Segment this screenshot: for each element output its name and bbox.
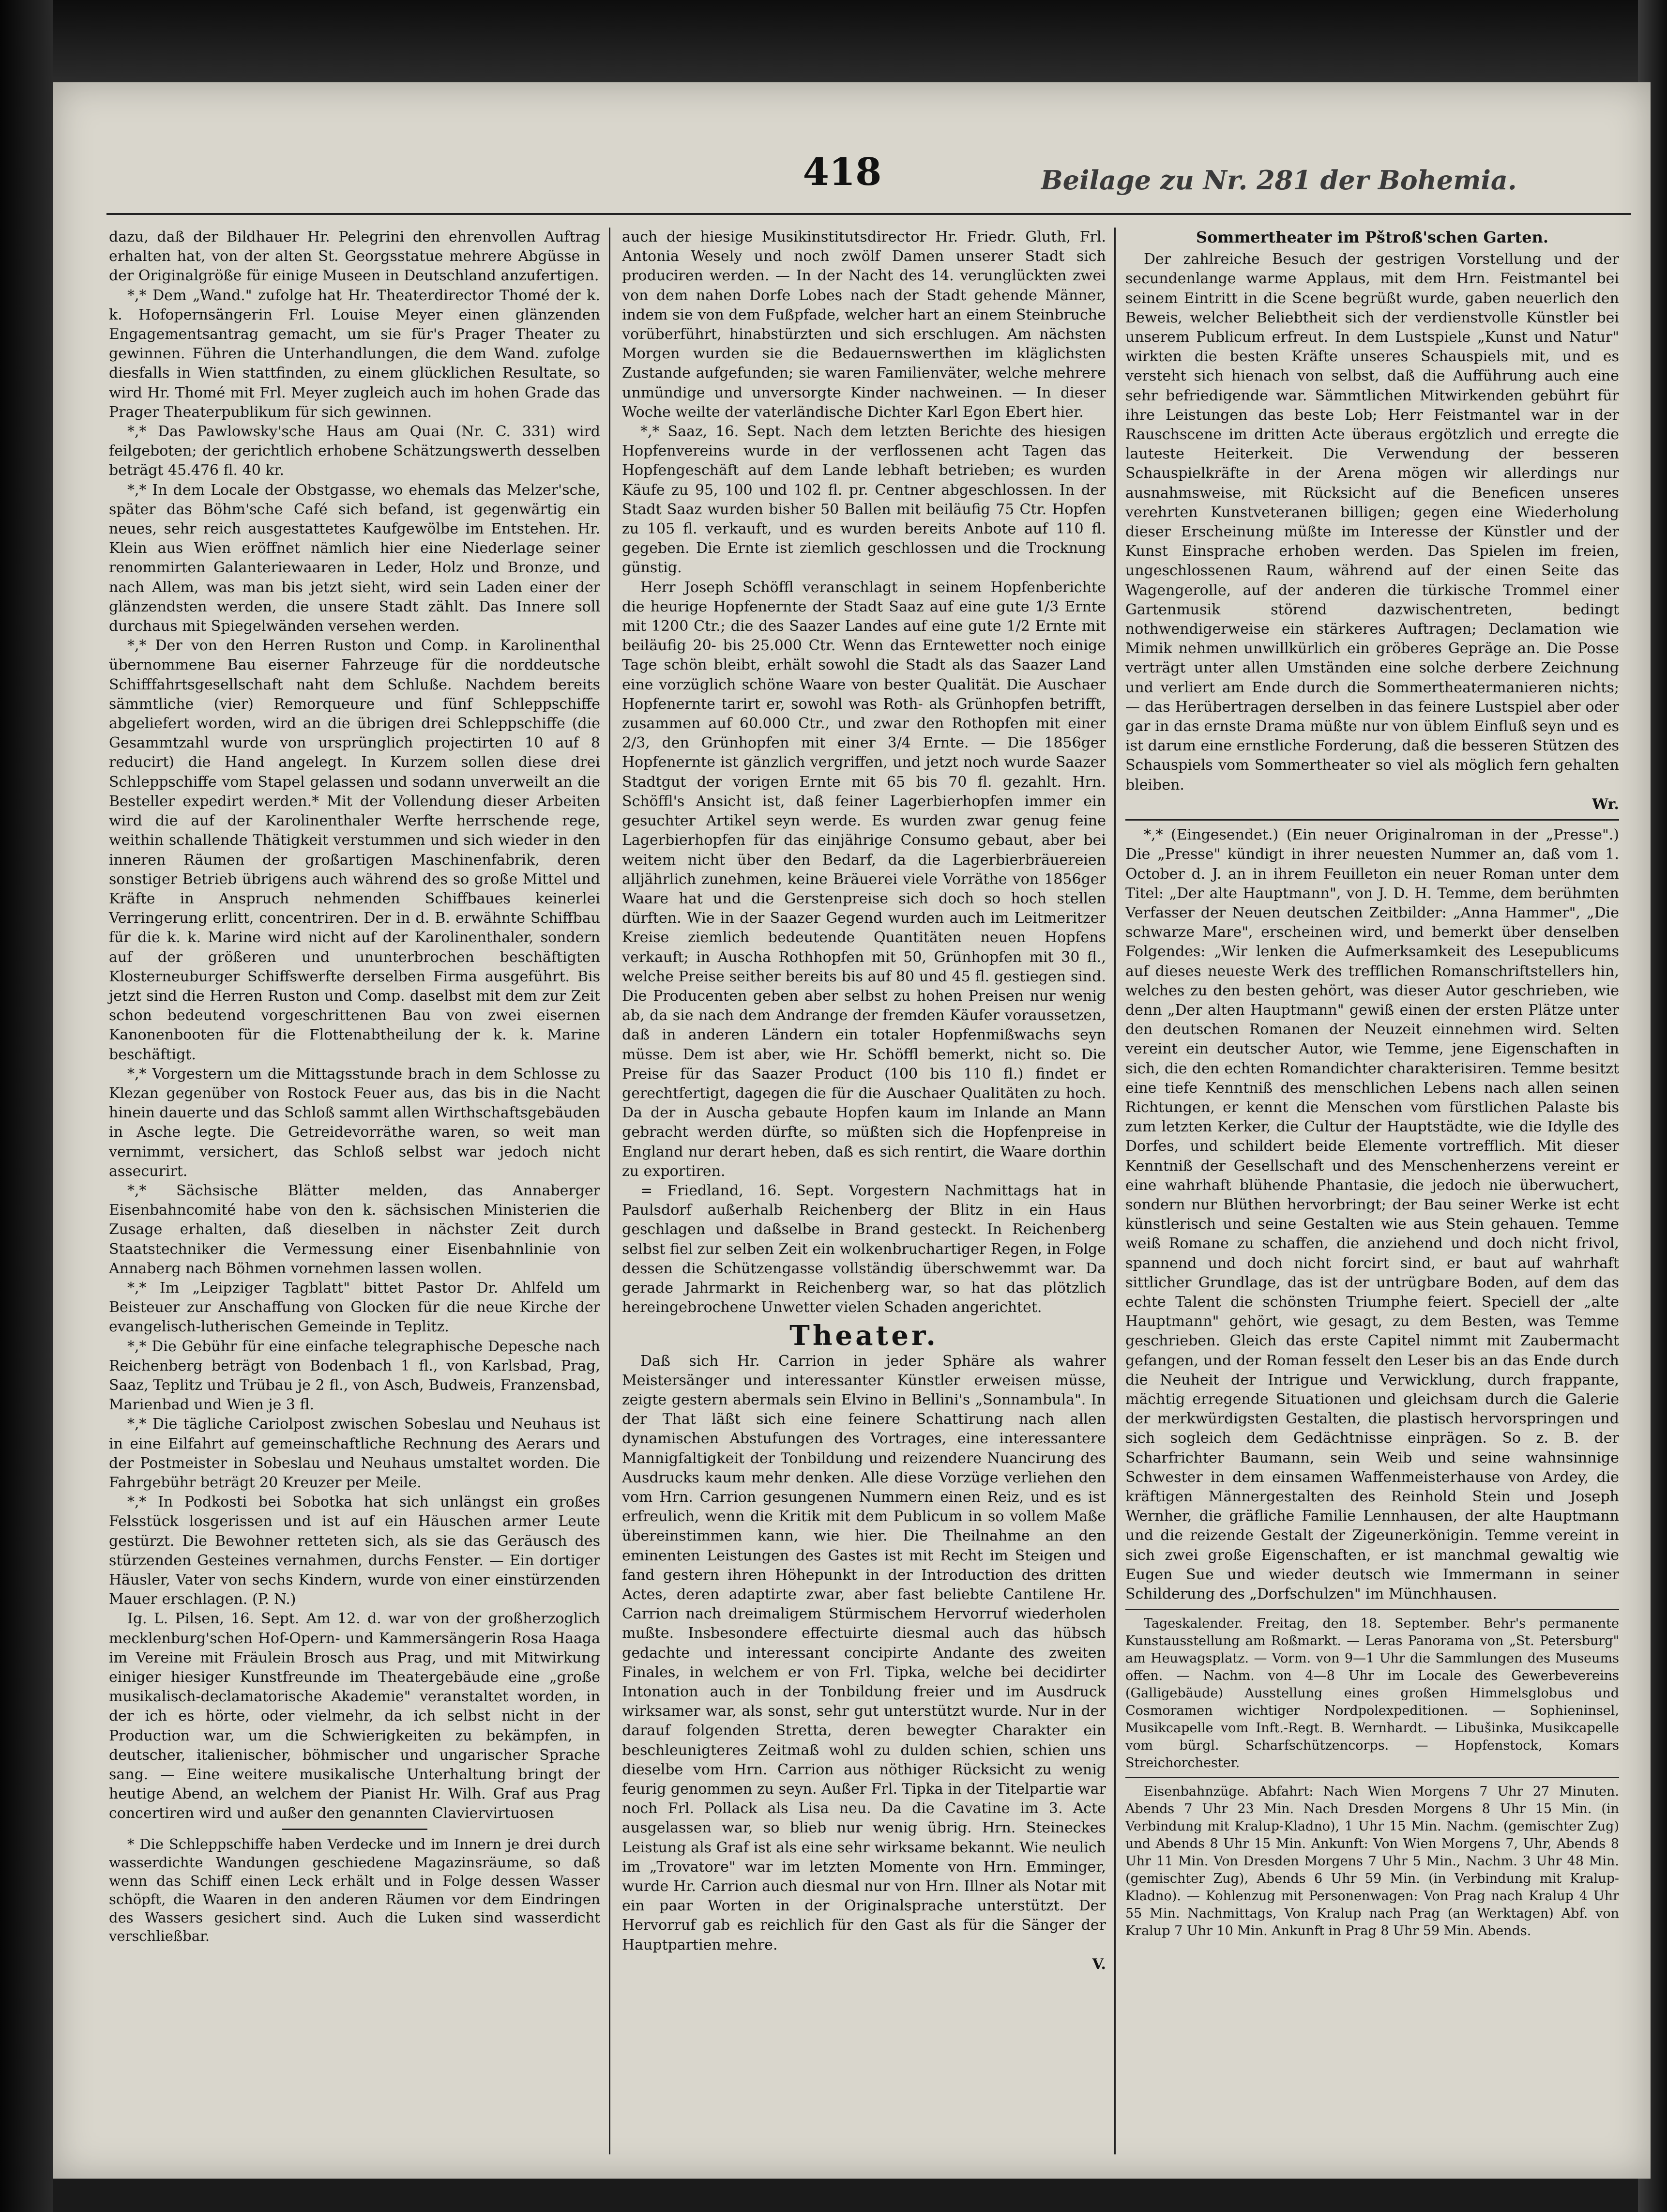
article-text: Herr Joseph Schöffl veranschlagt in seinem Hopfenberichte die heurige Hopfenernte der Stadt Saaz auf eine gute 1/3 Ernte mit 1200 Ctr.; die des Saazer Landes auf eine gute 1/2 Ernte mit beiläufig 20- bis 25.000 Ctr. Wenn das Erntewetter noch einige Tage schön bleibt, erhält sowohl die Stadt als das Saazer Land eine vorzüglich schöne Waare von bester Qualität. Die Auschaer Hopfenernte tarirt er, sowohl was Roth- als Grünhopfen betrifft, zusammen auf 60.000 Ctr., und zwar den Rothopfen mit einer 2/3, den Grünhopfen mit einer 3/4 Ernte. — Die 1856ger Hopfenernte ist gänzlich vergriffen, und jetzt noch wurde Saazer Stadtgut der vorigen Ernte mit 65 bis 70 fl. gezahlt. Hrn. Schöffl's Ansicht ist, daß feiner Lagerbierhopfen immer ein gesuchter Artikel seyn werde. Es wurden zwar genug feine Lagerbierhopfen für das einjährige Consumo gebaut, aber bei weitem nicht über den Bedarf, da die Lagerbierbräuereien alljährlich zunehmen, keine Bräuerei viele Vorräthe von 1856ger Waare hat und die Gerstenpreise sich doch so hoch stellen dürften. Wie in der Saazer Gegend wurden auch im Leitmeritzer Kreise ziemlich bedeutende Quantitäten neuen Hopfens verkauft; in Auscha Rothhopfen mit 50, Grünhopfen mit 30 fl., welche Preise seither bereits bis auf 80 und 45 fl. gestiegen sind. Die Producenten geben aber selbst zu hohen Preisen nur wenig ab, da sie nach dem Andrange der fremden Käufer voraussetzen, daß in anderen Ländern ein totaler Hopfenmißwachs seyn müsse. Dem ist aber, wie Hr. Schöffl bemerkt, nicht so. Die Preise für das Saazer Product (100 bis 110 fl.) findet er gerechtfertigt, dagegen die für die Auschaer Qualitäten zu hoch. Da der in Auscha gebaute Hopfen kaum im Inlande an Mann gebracht werden dürfte, so müßten sich die Hopfenpreise in England nur derart heben, daß es sich rentirt, die Waare dorthin zu exportiren. [622,579,1106,1180]
article-text: *,* Saaz, 16. Sept. Nach dem letzten Berichte des hiesigen Hopfenvereins wurde in der verflossenen acht Tagen das Hopfengeschäft auf dem Lande lebhaft betrieben; es wurden Käufe zu 95, 100 und 102 fl. pr. Centner abgeschlossen. In der Stadt Saaz wurden bisher 50 Ballen mit beiläufig 75 Ctr. Hopfen zu 105 fl. verkauft, und es wurden bereits Anbote auf 110 fl. gegeben. Die Ernte ist ziemlich geschlossen und die Trocknung günstig. [622,423,1106,577]
article-text: *,* Im „Leipziger Tagblatt" bittet Pastor Dr. Ahlfeld um Beisteuer zur Anschaffung von Glocken für die neue Kirche der evangelisch-lutherischen Gemeinde in Teplitz. [109,1279,600,1336]
article-text: Ig. L. Pilsen, 16. Sept. Am 12. d. war von der großherzoglich mecklenburg'schen Hof-Opern- und Kammersängerin Rosa Haaga im Vereine mit Fräulein Brosch aus Prag, und mit Mitwirkung einiger hiesiger Kunstfreunde im Theatergebäude eine „große musikalisch-declamatorische Akademie" veranstaltet worden, in der ich es hörte, oder vielmehr, da ich selbst nicht in der Production war, um die Schwierigkeiten zu bekämpfen, in deutscher, italienischer, böhmischer und ungarischer Sprache sang. — Eine weitere musikalische Unterhaltung bringt der heutige Abend, an welchem der Pianist Hr. Wilh. Graf aus Prag concertiren wird und außer den genannten Claviervirtuosen [109,1610,600,1822]
article-text: = Friedland, 16. Sept. Vorgestern Nachmittags hat in Paulsdorf außerhalb Reichenberg der Blitz in ein Haus geschlagen und daßselbe in Brand gesteckt. In Reichenberg selbst fiel zur selben Zeit ein wolkenbruchartiger Regen, in Folge dessen die Schützengasse vollständig überschwemmt war. Da gerade Jahrmarkt in Reichenberg war, so hat das plötzlich hereingebrochene Unwetter vielen Schaden angerichtet. [622,1182,1106,1316]
article-text: *,* (Eingesendet.) (Ein neuer Originalroman in der „Presse".) Die „Presse" kündigt in ihrer neuesten Nummer an, daß vom 1. October d. J. an in ihrem Feuilleton ein neuer Roman unter dem Titel: „Der alte Hauptmann", von J. D. H. Temme, dem berühmten Verfasser der Neuen deutschen Zeitbilder: „Anna Hammer", „Die schwarze Mare", erscheinen wird, und bemerkt über denselben Folgendes: „Wir lenken die Aufmerksamkeit des Lesepublicums auf dieses neueste Werk des trefflichen Romanschriftstellers hin, welches zu den besten gehört, was dieser Autor geschrieben, wie denn „Der alten Hauptmann" gewiß einen der ersten Plätze unter den deutschen Romanen der Neuzeit einnehmen wird. Selten vereint ein deutscher Autor, wie Temme, jene Eigenschaften in sich, die den echten Romandichter charakterisiren. Temme besitzt eine tiefe Kenntniß des menschlichen Lebens nach allen seinen Richtungen, er kennt die Menschen vom fürstlichen Palaste bis zum letzten Kerker, die Cultur der Hauptstädte, wie die Idylle des Dorfes, und schildert beide Elemente vortrefflich. Mit dieser Kenntniß der Gesellschaft und des Menschenherzens vereint er eine wahrhaft blühende Phantasie, die jedoch nie überwuchert, sondern nur Blüthen hervorbringt; der Bau seiner Werke ist echt künstlerisch und seine Gestalten wie aus Stein gehauen. Temme weiß Romane zu schaffen, die anziehend und doch nicht frivol, spannend und doch nicht forcirt sind, er baut auf wahrhaft sittlicher Grundlage, das ist der untrügbare Boden, auf dem das echte Talent die schönsten Triumphe feiert. Speciell der „alte Hauptmann" gehört, wie gesagt, zu dem Besten, was Temme geschrieben. Gleich das erste Capitel nimmt mit Zaubermacht gefangen, und der Roman fesselt den Leser bis an das Ende durch die Neuheit der Intrigue und Verwicklung, durch frappante, mächtig erregende Situationen und gleichsam durch die Galerie der merkwürdigsten Gestalten, die plastisch hervorspringen und sich sogleich dem Gedächtnisse einprägen. So z. B. der Scharfrichter Baumann, sein Weib und seine wahnsinnige Schwester in dem einsamen Waffenmeisterhause von Ardey, die kräftigen Männergestalten des Reinhold Stein und Joseph Wernher, die gräfliche Familie Lennhausen, der alte Hauptmann und die reizende Gestalt der Zigeunerkönigin. Temme vereint in sich zwei große Eigenschaften, er ist manchmal gewaltig wie Eugen Sue und wieder deutsch wie Immermann in seiner Schilderung des „Dorfschulzen" im Münchhausen. [1125,826,1619,1603]
article-text: *,* Die Gebühr für eine einfache telegraphische Depesche nach Reichenberg beträgt von Bodenbach 1 fl., von Karlsbad, Prag, Saaz, Teplitz und Trübau je 2 fl., von Asch, Budweis, Franzensbad, Marienbad und Wien je 3 fl. [109,1338,600,1414]
header-rule [106,213,1631,215]
article-text: Der zahlreiche Besuch der gestrigen Vorstellung und der secundenlange warme Applaus, mit dem Hrn. Feistmantel bei seinem Eintritt in die Scene begrüßt wurde, gaben neuerlich den Beweis, welcher Beliebtheit sich der verdienstvolle Künstler bei unserem Publicum erfreut. In dem Lustspiele „Kunst und Natur" wirkten die besten Kräfte unseres Schauspiels mit, und es versteht sich hienach von selbst, daß die Aufführung auch eine sehr befriedigende war. Sämmtlichen Mitwirkenden gebührt für ihre Leistungen das beste Lob; Herr Feistmantel war in der Rauschscene im dritten Acte überaus ergötzlich und erregte die lauteste Heiterkeit. Die Verwendung der besseren Schauspielkräfte in der Arena mögen wir allerdings nur ausnahmsweise, mit Rücksicht auf die Beneficen unseres verehrten Kunstveteranen billigen; gegen eine Wiederholung dieser Erscheinung müßte im Interesse der Künstler und der Kunst Einsprache erhoben werden. Das Spielen im freien, ungeschlossenen Raum, während auf der einen Seite das Wagengerolle, auf der anderen die türkische Trommel einer Gartenmusik störend dazwischentreten, bedingt nothwendigerweise ein stärkeres Auftragen; Declamation wie Mimik nehmen unwillkürlich ein gröberes Gepräge an. Die Posse verträgt unter allen Umständen eine solche derbere Zeichnung und verliert am Ende durch die Sommertheatermanieren nichts; — das Herübertragen derselben in das feinere Lustspiel aber oder gar in das ernste Drama müßte nur von üblem Einfluß seyn und es ist darum eine ernstliche Forderung, daß die besseren Stützen des Schauspiels vom Sommertheater so viel als möglich fern gehalten bleiben. [1125,251,1619,793]
footnote-rule [282,1829,427,1830]
footnote-text: * Die Schleppschiffe haben Verdecke und im Innern je drei durch wasserdichte Wandungen geschiedene Magazinsräume, so daß wenn das Schiff einen Leck erhält und in Folge dessen Wasser schöpft, die Waaren in den anderen Räumen vor dem Eindringen des Wassers gesichert sind. Auch die Luken sind wasserdicht verschließbar. [109,1835,600,1944]
section-rule [1125,1777,1619,1778]
section-rule [1125,1609,1619,1610]
article-text: auch der hiesige Musikinstitutsdirector Hr. Friedr. Gluth, Frl. Antonia Wesely und noch zwölf Damen unserer Stadt sich produciren werden. — In der Nacht des 14. verunglückten zwei von dem nahen Dorfe Lobes nach der Stadt gehende Männer, indem sie von dem Fußpfade, welcher hart an einem Steinbruche vorüberführt, hinabstürzten und sich erschlugen. Am nächsten Morgen wurden sie die Bedauernswerthen im kläglichsten Zustande aufgefunden; sie waren Familienväter, welche mehrere unmündige und unversorgte Kinder nachweinen. — In dieser Woche weilte der vaterländische Dichter Karl Egon Ebert hier. [622,229,1106,421]
newspaper-page [53,82,1651,2179]
signature: V. [1092,1955,1106,1973]
column-rule-left [609,228,610,2154]
article-text: *,* Das Pawlowsky'sche Haus am Quai (Nr. C. 331) wird feilgeboten; der gerichtlich erhobene Schätzungswerth desselben beträgt 45.476 fl. 40 kr. [109,423,600,479]
article-text: *,* Der von den Herren Ruston und Comp. in Karolinenthal übernommene Bau eiserner Fahrzeuge für die norddeutsche Schifffahrtsgesellschaft naht dem Schluße. Nachdem bereits sämmtliche (vier) Remorqueure und fünf Schleppschiffe abgeliefert worden, wird an die übrigen drei Schleppschiffe (die Gesammtzahl wurde von ursprünglich projectirten 10 auf 8 reducirt) die Hand angelegt. In Kurzem sollen diese drei Schleppschiffe vom Stapel gelassen und sodann unverweilt an die Besteller expedirt werden.* Mit der Vollendung dieser Arbeiten wird die auf der Karolinenthaler Werfte herrschende rege, weithin schallende Thätigkeit verstummen und sich wieder in den inneren Räumen der großartigen Maschinenfabrik, deren sonstiger Betrieb übrigens auch während des so große Mittel und Kräfte in Anspruch nehmenden Schiffbaues keinerlei Verringerung erlitt, concentriren. Der in d. B. erwähnte Schiffbau für die k. k. Marine wird nicht auf der Karolinenthaler, sondern auf der größeren und ununterbrochen beschäftigten Klosterneuburger Schiffswerfte derselben Firma ausgeführt. Bis jetzt sind die Herren Ruston und Comp. daselbst mit dem zur Zeit schon bedeutend vorgeschrittenen Bau von zwei eisernen Kanonenbooten für die Flottenabtheilung der k. k. Marine beschäftigt. [109,637,600,1063]
column-1 [109,228,600,1945]
article-text: *,* Sächsische Blätter melden, das Annaberger Eisenbahncomité habe von den k. sächsischen Ministerien die Zusage erhalten, daß dieselben in nächster Zeit durch Staatstechniker die Vermessung einer Eisenbahnlinie von Annaberg nach Böhmen vornehmen lassen wollen. [109,1182,600,1277]
railway-schedule-text: Eisenbahnzüge. Abfahrt: Nach Wien Morgens 7 Uhr 27 Minuten. Abends 7 Uhr 23 Min. Nach Dresden Morgens 8 Uhr 15 Min. (in Verbindung mit Kralup-Kladno), 1 Uhr 15 Min. Nachm. (gemischter Zug) und Abends 8 Uhr 15 Min. Ankunft: Von Wien Morgens 7, Uhr, Abends 8 Uhr 11 Min. Von Dresden Morgens 7 Uhr 5 Min., Nachm. 3 Uhr 48 Min. (gemischter Zug), Abends 6 Uhr 59 Min. (in Verbindung mit Kralup-Kladno). — Kohlenzug mit Personenwagen: Von Prag nach Kralup 4 Uhr 55 Min. Nachmittags, Von Kralup nach Prag (an Werktagen) Abf. von Kralup 7 Uhr 10 Min. Ankunft in Prag 8 Uhr 59 Min. Abends. [1125,1784,1619,1939]
article-text: dazu, daß der Bildhauer Hr. Pelegrini den ehrenvollen Auftrag erhalten hat, von der alten St. Georgsstatue mehrere Abgüsse in der Originalgröße für einige Museen in Deutschland anzufertigen. [109,229,600,285]
article-text: *,* Vorgestern um die Mittagsstunde brach in dem Schlosse zu Klezan gegenüber von Rostock Feuer aus, das bis in die Nacht hinein dauerte und das Schloß sammt allen Wirthschaftsgebäuden in Asche legte. Die Getreidevorräthe waren, so weit man vernimmt, versichert, das Schloß selbst war jedoch nicht assecurirt. [109,1065,600,1180]
scan-top-border [0,0,1667,82]
column-rule-right [1114,228,1116,2154]
section-title-sommertheater: Sommertheater im Pštroß'schen Garten. [1196,228,1548,246]
article-text: Daß sich Hr. Carrion in jeder Sphäre als wahrer Meistersänger und interessanter Künstler erweisen müsse, zeigte gestern abermals sein Elvino in Bellini's „Sonnambula". In der That läßt sich eine feinere Schattirung nach allen dynamischen Abstufungen des Vortrages, eine interessantere Mannigfaltigkeit der Tonbildung und reizendere Nuancirung des Ausdrucks kaum mehr denken. Alle diese Vorzüge verliehen den vom Hrn. Carrion gesungenen Nummern einen Reiz, und es ist erfreulich, wenn die Kritik mit dem Publicum in so vollem Maße übereinstimmen kann, wie hier. Die Theilnahme an den eminenten Leistungen des Gastes ist mit Recht im Steigen und fand gestern ihren Höhepunkt in der Introduction des dritten Actes, deren adaptirte zwar, aber fast beliebte Cantilene Hr. Carrion nach dreimaligem Stürmischem Hervorruf wiederholen mußte. Insbesondere effectuirte diesmal auch das hübsch gedachte und interessant concipirte Andante des zweiten Finales, in welchem er von Frl. Tipka, welche bei decidirter Intonation auch in der Tonbildung freier und im Ausdruck wirksamer war, als sonst, sehr gut unterstützt wurde. Nur in der darauf folgenden Stretta, deren bewegter Charakter ein beschleunigteres Zeitmaß wohl zu dulden schien, schien uns dieselbe vom Hrn. Carrion aus nöthiger Rücksicht zu wenig feurig genommen zu seyn. Außer Frl. Tipka in der Titelpartie war noch Frl. Pollack als Lisa neu. Da die Cavatine im 3. Acte ausgelassen war, so blieb nur wenig übrig. Hrn. Steineckes Leistung als Graf ist als eine sehr wirksame bekannt. Wie neulich im „Trovatore" war im letzten Momente von Hrn. Emminger, wurde Hr. Carrion auch diesmal nur von Hrn. Illner als Notar mit ein paar Worten in der Originalsprache unterstützt. Der Hervorruf gab es reichlich für den Gast als für die Sänger der Hauptpartien mehre. [622,1352,1106,1953]
page-number: 418 [803,150,882,194]
article-text: *,* In Podkosti bei Sobotka hat sich unlängst ein großes Felsstück losgerissen und ist auf ein Häuschen armer Leute gestürzt. Die Bewohner retteten sich, als sie das Geräusch des stürzenden Gesteines vernahmen, durchs Fenster. — Ein dortiger Häusler, Vater von sechs Kindern, wurde von einer einstürzenden Mauer erschlagen. (P. N.) [109,1494,600,1608]
calendar-text: Tageskalender. Freitag, den 18. September. Behr's permanente Kunstausstellung am Roßmarkt. — Leras Panorama von „St. Petersburg" am Heuwagsplatz. — Vorm. von 9—1 Uhr die Sammlungen des Museums offen. — Nachm. von 4—8 Uhr im Locale des Gewerbevereins (Galligebäude) Ausstellung eines großen Himmelsglobus und Cosmoramen wichtiger Nordpolexpeditionen. — Sophieninsel, Musikcapelle vom Inft.-Regt. B. Wernhardt. — Libušinka, Musikcapelle vom bürgl. Scharfschützencorps. — Hopfenstock, Komars Streichorchester. [1125,1616,1619,1771]
section-rule [1125,819,1619,821]
section-title-theater: Theater. [789,1320,939,1352]
article-text: *,* Dem „Wand." zufolge hat Hr. Theaterdirector Thomé der k. k. Hofopernsängerin Frl. Louise Meyer einen glänzenden Engagementsantrag gemacht, um sie für's Prager Theater zu gewinnen. Führen die Unterhandlungen, die dem Wand. zufolge diesfalls in Wien stattfinden, zu einem glücklichen Resultate, so wird Hr. Thomé mit Frl. Meyer zugleich auch im hohen Grade das Prager Theaterpublikum für sich gewinnen. [109,287,600,421]
supplement-header: Beilage zu Nr. 281 der Bohemia. [1041,165,1517,196]
article-text: *,* In dem Locale der Obstgasse, wo ehemals das Melzer'sche, später das Böhm'sche Café sich befand, ist gegenwärtig ein neues, sehr reich ausgestattetes Kaufgewölbe im Entstehen. Hr. Klein aus Wien eröffnet nämlich hier eine Niederlage seiner renommirten Galanteriewaaren in Leder, Holz und Bronze, und nach Allem, was man bis jetzt sieht, wird sein Laden einer der glänzendsten werden, die unsere Stadt zählt. Das Innere soll durchaus mit Spiegelwänden versehen werden. [109,481,600,635]
column-3 [1125,228,1619,1940]
signature: Wr. [1592,795,1619,813]
article-text: *,* Die tägliche Cariolpost zwischen Sobeslau und Neuhaus ist in eine Eilfahrt auf gemeinschaftliche Rechnung des Aerars und der Postmeister in Sobeslau und Neuhaus umstaltet worden. Die Fahrgebühr beträgt 20 Kreuzer per Meile. [109,1416,600,1491]
column-2 [622,228,1106,1974]
scan-left-border [0,0,53,2212]
